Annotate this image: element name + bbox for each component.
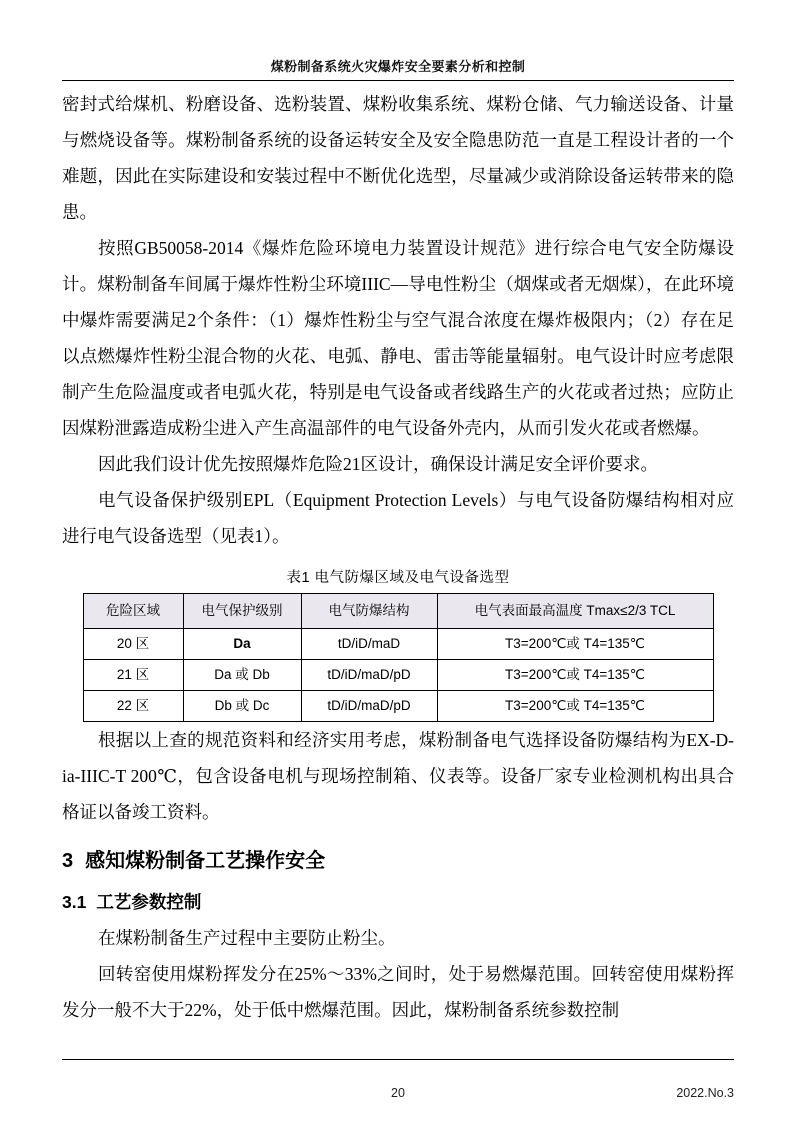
table-header-cell: 电气表面最高温度 Tmax≤2/3 TCL [437,594,713,629]
subsection-number: 3.1 [62,892,87,912]
table-cell: Da [183,629,301,660]
table-header-row [83,594,713,629]
paragraph-3-1-1: 在煤粉制备生产过程中主要防止粉尘。 [98,928,396,948]
table-row [83,691,713,722]
table-cell: 20 区 [83,629,183,660]
header-divider [62,80,734,81]
subsection-title: 工艺参数控制 [96,892,202,912]
table-cell: tD/iD/maD/pD [301,660,437,691]
epl-selection-table [83,593,714,722]
table-cell: T3=200℃或 T4=135℃ [437,660,713,691]
table-cell: tD/iD/maD/pD [301,691,437,722]
footer-divider [62,1059,734,1060]
paragraph-3-1-2: 回转窑使用煤粉挥发分在25%～33%之间时，处于易燃爆范围。回转窑使用煤粉挥发分一般不大于22%，处于低中燃爆范围。因此，煤粉制备系统参数控制 [62,964,734,1020]
paragraph-1: 密封式给煤机、粉磨设备、选粉装置、煤粉收集系统、煤粉仓储、气力输送设备、计量与燃烧设备等。煤粉制备系统的设备运转安全及安全隐患防范一直是工程设计者的一个难题，因此在实际建设和安装过程中不断优化选型，尽量减少或消除设备运转带来的隐患。 [62,94,734,222]
table-cell: tD/iD/maD [301,629,437,660]
page-number: 20 [391,1086,405,1100]
table-cell: Da 或 Db [183,660,301,691]
table-header-cell: 危险区域 [83,594,183,629]
paragraph-after-table: 根据以上查的规范资料和经济实用考虑，煤粉制备电气选择设备防爆结构为EX-D-ia-IIIC-T 200℃，包含设备电机与现场控制箱、仪表等。设备厂家专业检测机构出具合格证以备竣工资料。 [62,730,734,822]
section-title: 感知煤粉制备工艺操作安全 [85,850,326,872]
page-content [62,0,734,1122]
body-area [62,86,734,1028]
running-header: 煤粉制备系统火灾爆炸安全要素分析和控制 [270,59,526,74]
paragraph-2: 按照GB50058-2014《爆炸危险环境电力装置设计规范》进行综合电气安全防爆设计。煤粉制备车间属于爆炸性粉尘环境IIIC—导电性粉尘（烟煤或者无烟煤），在此环境中爆炸需要满足2个条件：（1）爆炸性粉尘与空气混合浓度在爆炸极限内；（2）存在足以点燃爆炸性粉尘混合物的火花、电弧、静电、雷击等能量辐射。电气设计时应考虑限制产生危险温度或者电弧火花，特别是电气设备或者线路生产的火花或者过热；应防止因煤粉泄露造成粉尘进入产生高温部件的电气设备外壳内，从而引发火花或者燃爆。 [62,238,734,438]
table-caption: 表1 电气防爆区域及电气设备选型 [286,570,510,586]
table-header-cell: 电气防爆结构 [301,594,437,629]
table-header-cell: 电气保护级别 [183,594,301,629]
paragraph-3: 因此我们设计优先按照爆炸危险21区设计，确保设计满足安全评价要求。 [98,454,658,474]
table-cell: 21 区 [83,660,183,691]
subsection-heading-3-1 [62,886,734,918]
table-cell: 22 区 [83,691,183,722]
table-row [83,660,713,691]
section-number: 3 [62,850,74,872]
issue-label: 2022.No.3 [676,1086,734,1100]
section-heading-3 [62,844,734,878]
table-row [83,629,713,660]
paragraph-4: 电气设备保护级别EPL（Equipment Protection Levels）与电气设备防爆结构相对应进行电气设备选型（见表1）。 [62,490,734,546]
table-cell: T3=200℃或 T4=135℃ [437,691,713,722]
table-cell: Db 或 Dc [183,691,301,722]
table-cell: T3=200℃或 T4=135℃ [437,629,713,660]
